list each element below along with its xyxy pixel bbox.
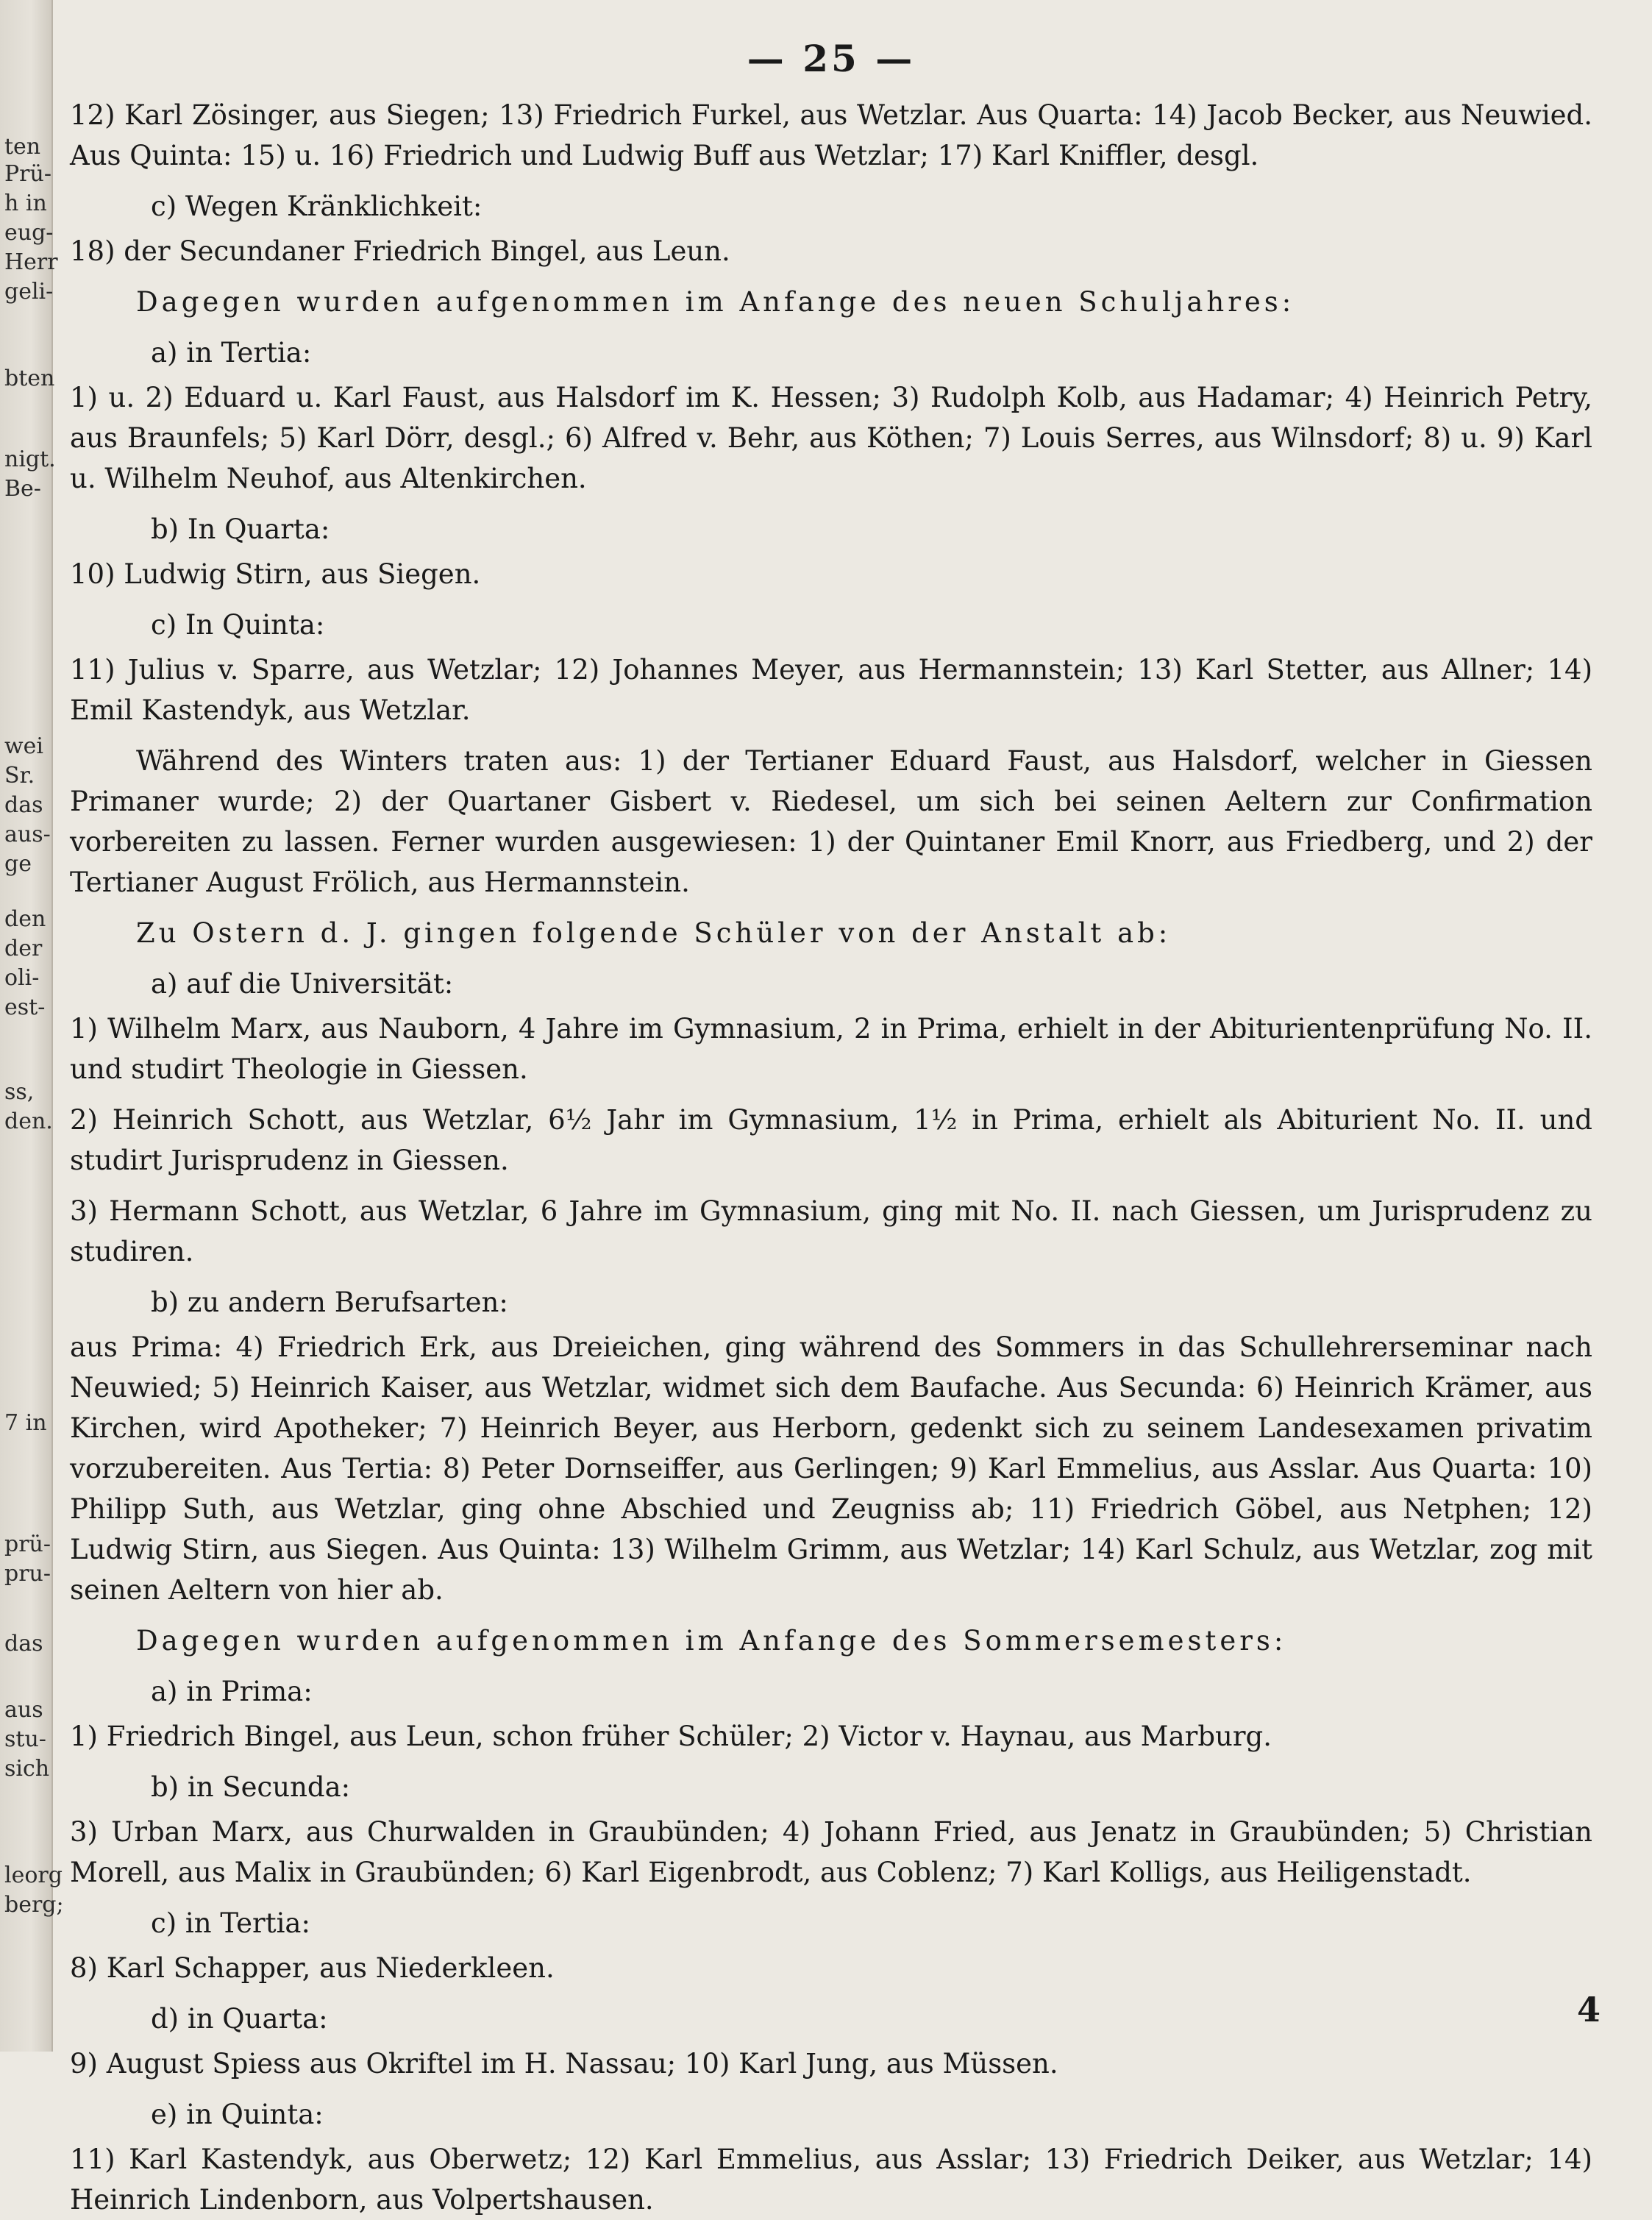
margin-fragment: aus <box>4 1697 43 1723</box>
margin-fragment: Sr. <box>4 763 35 789</box>
paragraph: 3) Hermann Schott, aus Wetzlar, 6 Jahre im Gymnasium, ging mit No. II. nach Giessen, um Jurisprudenz zu studiren. <box>70 1195 1592 1267</box>
margin-fragment: ss, <box>4 1079 35 1105</box>
paragraph: aus Prima: 4) Friedrich Erk, aus Dreieichen, ging während des Sommers in das Schullehrerseminar nach Neuwied; 5) Heinrich Kaiser, aus Wetzlar, widmet sich dem Baufache. Aus Secunda: 6) Heinrich Krämer, aus Kirchen, wird Apotheker; 7) Heinrich Beyer, aus Herborn, gedenkt sich zu seinem Landesexamen privatim vorzubereiten. Aus Tertia: 8) Peter Dornseiffer, aus Gerlingen; 9) Karl Emmelius, aus Asslar. Aus Quarta: 10) Philipp Suth, aus Wetzlar, ging ohne Abschied und Zeugniss ab; 11) Friedrich Göbel, aus Netphen; 12) Ludwig Stirn, aus Siegen. Aus Quinta: 13) Wilhelm Grimm, aus Wetzlar; 14) Karl Schulz, aus Wetzlar, zog mit seinen Aeltern von hier ab. <box>70 1331 1592 1606</box>
margin-fragment: oli- <box>4 965 40 991</box>
document-page <box>70 29 1592 2216</box>
signature-mark: 4 <box>1576 1990 1601 2029</box>
paragraph: 11) Karl Kastendyk, aus Oberwetz; 12) Karl Emmelius, aus Asslar; 13) Friedrich Deiker, aus Wetzlar; 14) Heinrich Lindenborn, aus Volpertshausen. <box>70 2143 1592 2216</box>
margin-fragment: Prü- <box>4 161 51 187</box>
margin-fragment: den. <box>4 1109 53 1134</box>
page-number: — 25 — <box>747 37 916 80</box>
paragraph: 12) Karl Zösinger, aus Siegen; 13) Friedrich Furkel, aus Wetzlar. Aus Quarta: 14) Jacob Becker, aus Neuwied. Aus Quinta: 15) u. 16) Friedrich und Ludwig Buff aus Wetzlar; 17) Karl Kniffler, desgl. <box>70 99 1592 171</box>
paragraph: 10) Ludwig Stirn, aus Siegen. <box>70 558 481 590</box>
margin-fragment: Herr <box>4 249 58 275</box>
paragraph: 11) Julius v. Sparre, aus Wetzlar; 12) Johannes Meyer, aus Hermannstein; 13) Karl Stetter, aus Allner; 14) Emil Kastendyk, aus Wetzlar. <box>70 654 1592 726</box>
margin-fragment: wei <box>4 733 44 759</box>
margin-fragment: sich <box>4 1756 50 1782</box>
margin-fragment: das <box>4 792 43 818</box>
subsection-heading: c) In Quinta: <box>151 609 325 641</box>
margin-fragment: pru- <box>4 1561 51 1587</box>
margin-fragment: das <box>4 1631 43 1657</box>
paragraph: 9) August Spiess aus Okriftel im H. Nassau; 10) Karl Jung, aus Müssen. <box>70 2048 1058 2080</box>
left-margin-adjacent-page <box>0 0 64 2052</box>
paragraph: 3) Urban Marx, aus Churwalden in Graubünden; 4) Johann Fried, aus Jenatz in Graubünden; 5) Christian Morell, aus Malix in Graubünden; 6) Karl Eigenbrodt, aus Coblenz; 7) Karl Kolligs, aus Heiligenstadt. <box>70 1816 1592 1888</box>
subsection-heading: a) in Tertia: <box>151 337 312 369</box>
margin-fragment: aus- <box>4 822 51 847</box>
paragraph: 1) Friedrich Bingel, aus Leun, schon früher Schüler; 2) Victor v. Haynau, aus Marburg. <box>70 1721 1272 1752</box>
section-heading: c) Wegen Kränklichkeit: <box>151 191 483 222</box>
section-heading: Dagegen wurden aufgenommen im Anfange des Sommersemesters: <box>136 1625 1287 1657</box>
subsection-heading: b) In Quarta: <box>151 513 330 545</box>
subsection-heading: c) in Tertia: <box>151 1907 310 1939</box>
margin-fragment: 7 in <box>4 1410 47 1436</box>
paragraph: 1) Wilhelm Marx, aus Nauborn, 4 Jahre im Gymnasium, 2 in Prima, erhielt in der Abiturientenprüfung No. II. und studirt Theologie in Giessen. <box>70 1013 1592 1085</box>
paragraph: 8) Karl Schapper, aus Niederkleen. <box>70 1952 555 1984</box>
paragraph: 2) Heinrich Schott, aus Wetzlar, 6½ Jahr im Gymnasium, 1½ in Prima, erhielt als Abiturient No. II. und studirt Jurisprudenz in Giessen. <box>70 1104 1592 1176</box>
subsection-heading: a) in Prima: <box>151 1676 313 1707</box>
margin-fragment: ge <box>4 851 32 877</box>
paragraph: 18) der Secundaner Friedrich Bingel, aus Leun. <box>70 235 730 267</box>
subsection-heading: a) auf die Universität: <box>151 968 454 1000</box>
paragraph: 1) u. 2) Eduard u. Karl Faust, aus Halsdorf im K. Hessen; 3) Rudolph Kolb, aus Hadamar; 4) Heinrich Petry, aus Braunfels; 5) Karl Dörr, desgl.; 6) Alfred v. Behr, aus Köthen; 7) Louis Serres, aus Wilnsdorf; 8) u. 9) Karl u. Wilhelm Neuhof, aus Altenkirchen. <box>70 382 1592 494</box>
section-heading: Zu Ostern d. J. gingen folgende Schüler von der Anstalt ab: <box>136 917 1172 949</box>
section-heading: Dagegen wurden aufgenommen im Anfange des neuen Schuljahres: <box>136 286 1295 318</box>
margin-fragment: eug- <box>4 220 54 246</box>
margin-fragment: berg; <box>4 1892 64 1918</box>
margin-fragment: bten <box>4 366 55 391</box>
subsection-heading: e) in Quinta: <box>151 2099 324 2130</box>
margin-fragment: Be- <box>4 476 41 502</box>
subsection-heading: b) in Secunda: <box>151 1771 351 1803</box>
margin-fragment: der <box>4 936 43 961</box>
margin-fragment: h in <box>4 191 47 216</box>
margin-fragment: geli- <box>4 279 54 305</box>
margin-fragment: ten <box>4 134 41 160</box>
margin-fragment: est- <box>4 995 46 1020</box>
subsection-heading: d) in Quarta: <box>151 2003 328 2035</box>
margin-fragment: nigt. <box>4 447 56 472</box>
margin-fragment: stu- <box>4 1726 46 1752</box>
subsection-heading: b) zu andern Berufsarten: <box>151 1287 508 1318</box>
margin-fragment: prü- <box>4 1531 51 1557</box>
paragraph: Während des Winters traten aus: 1) der Tertianer Eduard Faust, aus Halsdorf, welcher in Giessen Primaner wurde; 2) der Quartaner Gisbert v. Riedesel, um sich bei seinen Aeltern zur Confirmation vorbereiten zu lassen. Ferner wurden ausgewiesen: 1) der Quintaner Emil Knorr, aus Friedberg, und 2) der Tertianer August Frölich, aus Hermannstein. <box>70 745 1592 898</box>
margin-fragment: den <box>4 906 46 932</box>
margin-fragment: leorg <box>4 1863 63 1888</box>
